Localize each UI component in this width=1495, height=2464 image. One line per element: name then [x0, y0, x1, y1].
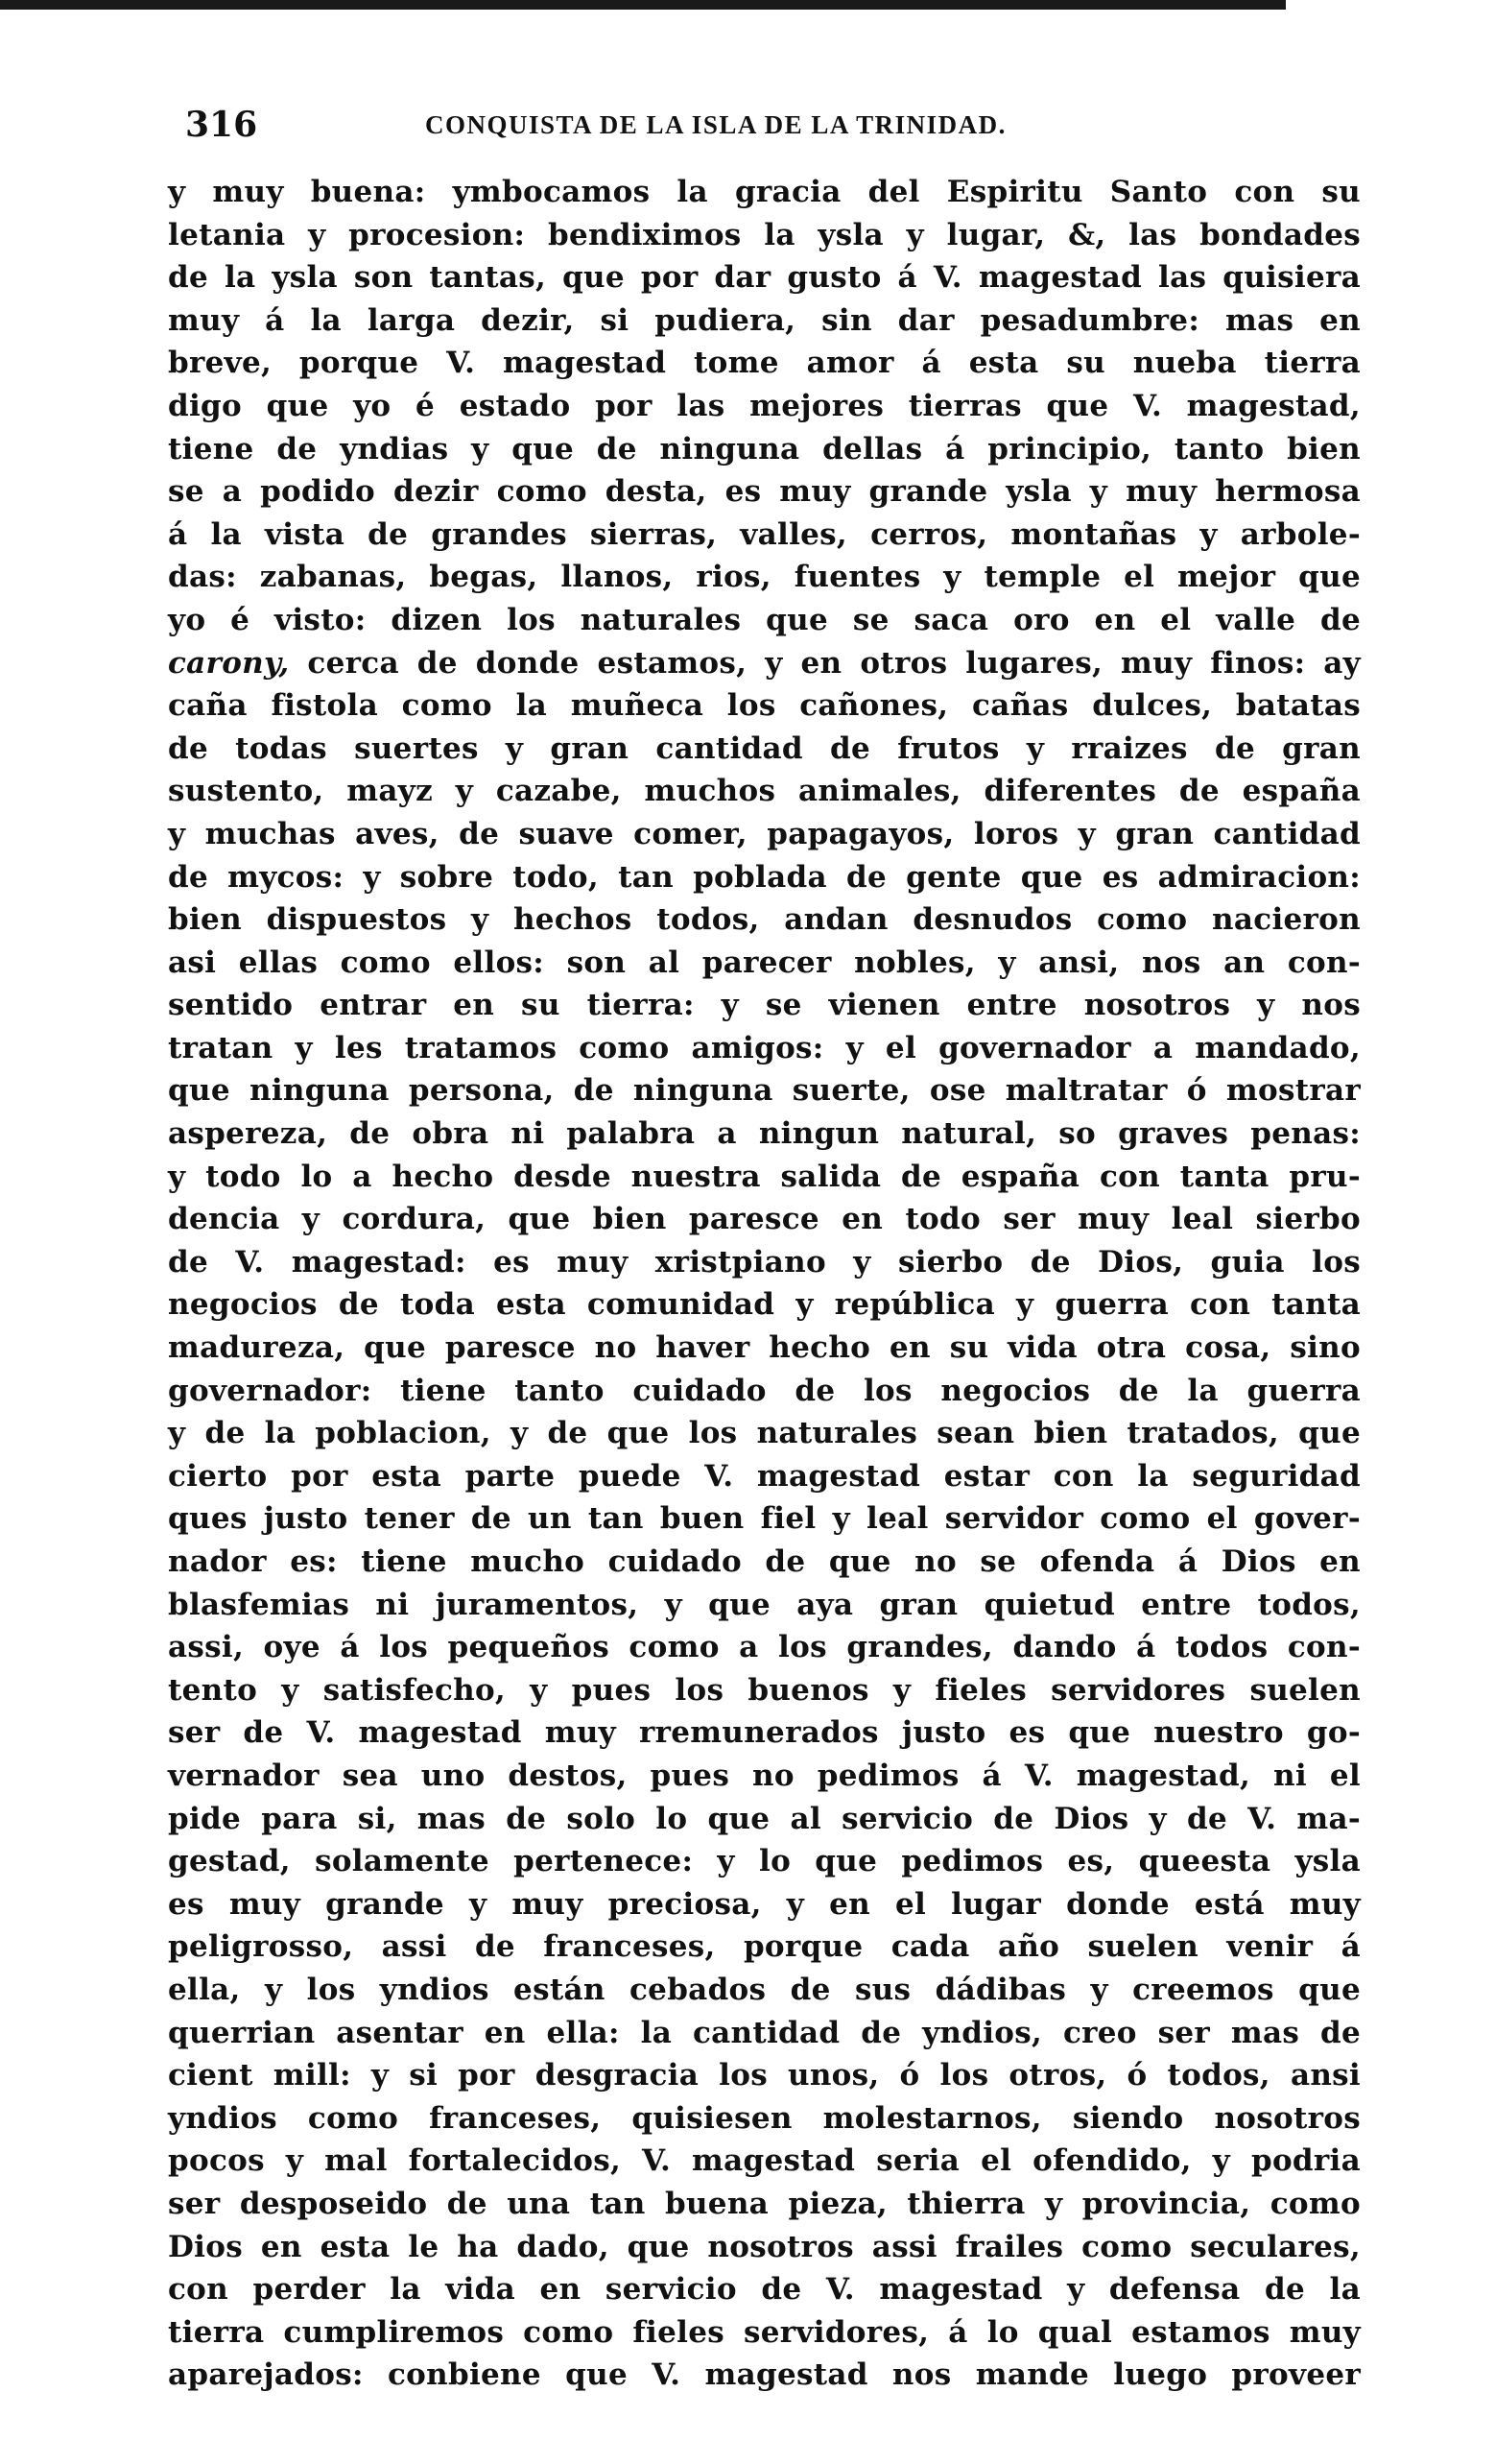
text-line: blasfemias ni juramentos, y que aya gran quietud entre todos, [168, 1587, 1361, 1622]
text-line: de todas suertes y gran cantidad de frutos y rraizes de gran [168, 730, 1361, 766]
text-line: bien dispuestos y hechos todos, andan desnudos como nacieron [168, 902, 1361, 938]
text-line: ella, y los yndios están cebados de sus dádibas y creemos que [168, 1972, 1361, 2007]
body-text [168, 171, 1361, 2397]
text-line: caña fistola como la muñeca los cañones, cañas dulces, batatas [168, 688, 1361, 724]
text-line: y todo lo a hecho desde nuestra salida de españa con tanta pru- [168, 1159, 1361, 1194]
text-line: tratan y les tratamos como amigos: y el governador a mandado, [168, 1030, 1361, 1065]
text-line: cient mill: y si por desgracia los unos, ó los otros, ó todos, ansi [168, 2058, 1361, 2093]
text-line: aspereza, de obra ni palabra a ningun natural, so graves penas: [168, 1116, 1361, 1152]
text-line: á la vista de grandes sierras, valles, cerros, montañas y arbole- [168, 516, 1361, 552]
text-line: sustento, mayz y cazabe, muchos animales, diferentes de españa [168, 774, 1361, 809]
text-line: tierra cumpliremos como fieles servidores, á lo qual estamos muy [168, 2314, 1361, 2350]
text-line: vernador sea uno destos, pues no pedimos á V. magestad, ni el [168, 1758, 1361, 1793]
text-line: tiene de yndias y que de ninguna dellas á principio, tanto bien [168, 431, 1361, 466]
text-line: con perder la vida en servicio de V. magestad y defensa de la [168, 2272, 1361, 2308]
text-line: breve, porque V. magestad tome amor á esta su nueba tierra [168, 346, 1361, 381]
text-line: asi ellas como ellos: son al parecer nobles, y ansi, nos an con- [168, 945, 1361, 980]
text-line: de la ysla son tantas, que por dar gusto á V. magestad las quisiera [168, 260, 1361, 296]
text-line: pocos y mal fortalecidos, V. magestad seria el ofendido, y podria [168, 2143, 1361, 2179]
text-line: governador: tiene tanto cuidado de los negocios de la guerra [168, 1373, 1361, 1408]
text-line: negocios de toda esta comunidad y república y guerra con tanta [168, 1287, 1361, 1323]
text-line: nador es: tiene mucho cuidado de que no se ofenda á Dios en [168, 1544, 1361, 1579]
page-number: 316 [185, 105, 258, 145]
text-line: pide para si, mas de solo lo que al servicio de Dios y de V. ma- [168, 1801, 1361, 1836]
text-line: das: zabanas, begas, llanos, rios, fuentes y temple el mejor que [168, 560, 1361, 595]
text-line: dencia y cordura, que bien paresce en todo ser muy leal sierbo [168, 1202, 1361, 1237]
text-line: gestad, solamente pertenece: y lo que pedimos es, queesta ysla [168, 1844, 1361, 1879]
text-line: es muy grande y muy preciosa, y en el lugar donde está muy [168, 1886, 1361, 1922]
text-line: digo que yo é estado por las mejores tierras que V. magestad, [168, 388, 1361, 423]
text-line: aparejados: conbiene que V. magestad nos mande luego proveer [168, 2357, 1361, 2393]
text-line: que ninguna persona, de ninguna suerte, ose maltratar ó mostrar [168, 1073, 1361, 1109]
text-line: ser desposeido de una tan buena pieza, thierra y provincia, como [168, 2186, 1361, 2221]
text-line: letania y procesion: bendiximos la ysla y lugar, &, las bondades [168, 217, 1361, 252]
text-line: querrian asentar en ella: la cantidad de yndios, creo ser mas de [168, 2015, 1361, 2050]
text-line: yo é visto: dizen los naturales que se saca oro en el valle de [168, 602, 1361, 637]
text-line: assi, oye á los pequeños como a los grandes, dando á todos con- [168, 1630, 1361, 1665]
text-line [168, 642, 1361, 685]
text-line: muy á la larga dezir, si pudiera, sin dar pesadumbre: mas en [168, 302, 1361, 338]
text-line: madureza, que paresce no haver hecho en su vida otra cosa, sino [168, 1330, 1361, 1366]
page-header [185, 96, 1365, 154]
text-line: ques justo tener de un tan buen fiel y leal servidor como el gover- [168, 1501, 1361, 1537]
text-line: peligrosso, assi de franceses, porque cada año suelen venir á [168, 1929, 1361, 1965]
text-line: yndios como franceses, quisiesen molestarnos, siendo nosotros [168, 2100, 1361, 2136]
text-line: y de la poblacion, y de que los naturales sean bien tratados, que [168, 1416, 1361, 1451]
text-line: y muy buena: ymbocamos la gracia del Espiritu Santo con su [168, 175, 1361, 209]
text-line-rest: cerca de donde estamos, y en otros lugares, muy finos: ay [289, 645, 1361, 681]
text-line: Dios en esta le ha dado, que nosotros assi frailes como seculares, [168, 2229, 1361, 2264]
running-title: CONQUISTA DE LA ISLA DE LA TRINIDAD. [425, 110, 1007, 139]
text-line: de mycos: y sobre todo, tan poblada de gente que es admiracion: [168, 859, 1361, 895]
text-line: se a podido dezir como desta, es muy grande ysla y muy hermosa [168, 474, 1361, 510]
italic-place-name: carony, [168, 645, 290, 681]
text-line: ser de V. magestad muy rremunerados justo es que nuestro go- [168, 1715, 1361, 1751]
text-line: cierto por esta parte puede V. magestad estar con la seguridad [168, 1458, 1361, 1494]
text-line: sentido entrar en su tierra: y se vienen entre nosotros y nos [168, 988, 1361, 1023]
top-border-rule [0, 0, 1286, 10]
text-line: de V. magestad: es muy xristpiano y sierbo de Dios, guia los [168, 1244, 1361, 1280]
text-line: tento y satisfecho, y pues los buenos y fieles servidores suelen [168, 1672, 1361, 1708]
text-line: y muchas aves, de suave comer, papagayos, loros y gran cantidad [168, 816, 1361, 851]
